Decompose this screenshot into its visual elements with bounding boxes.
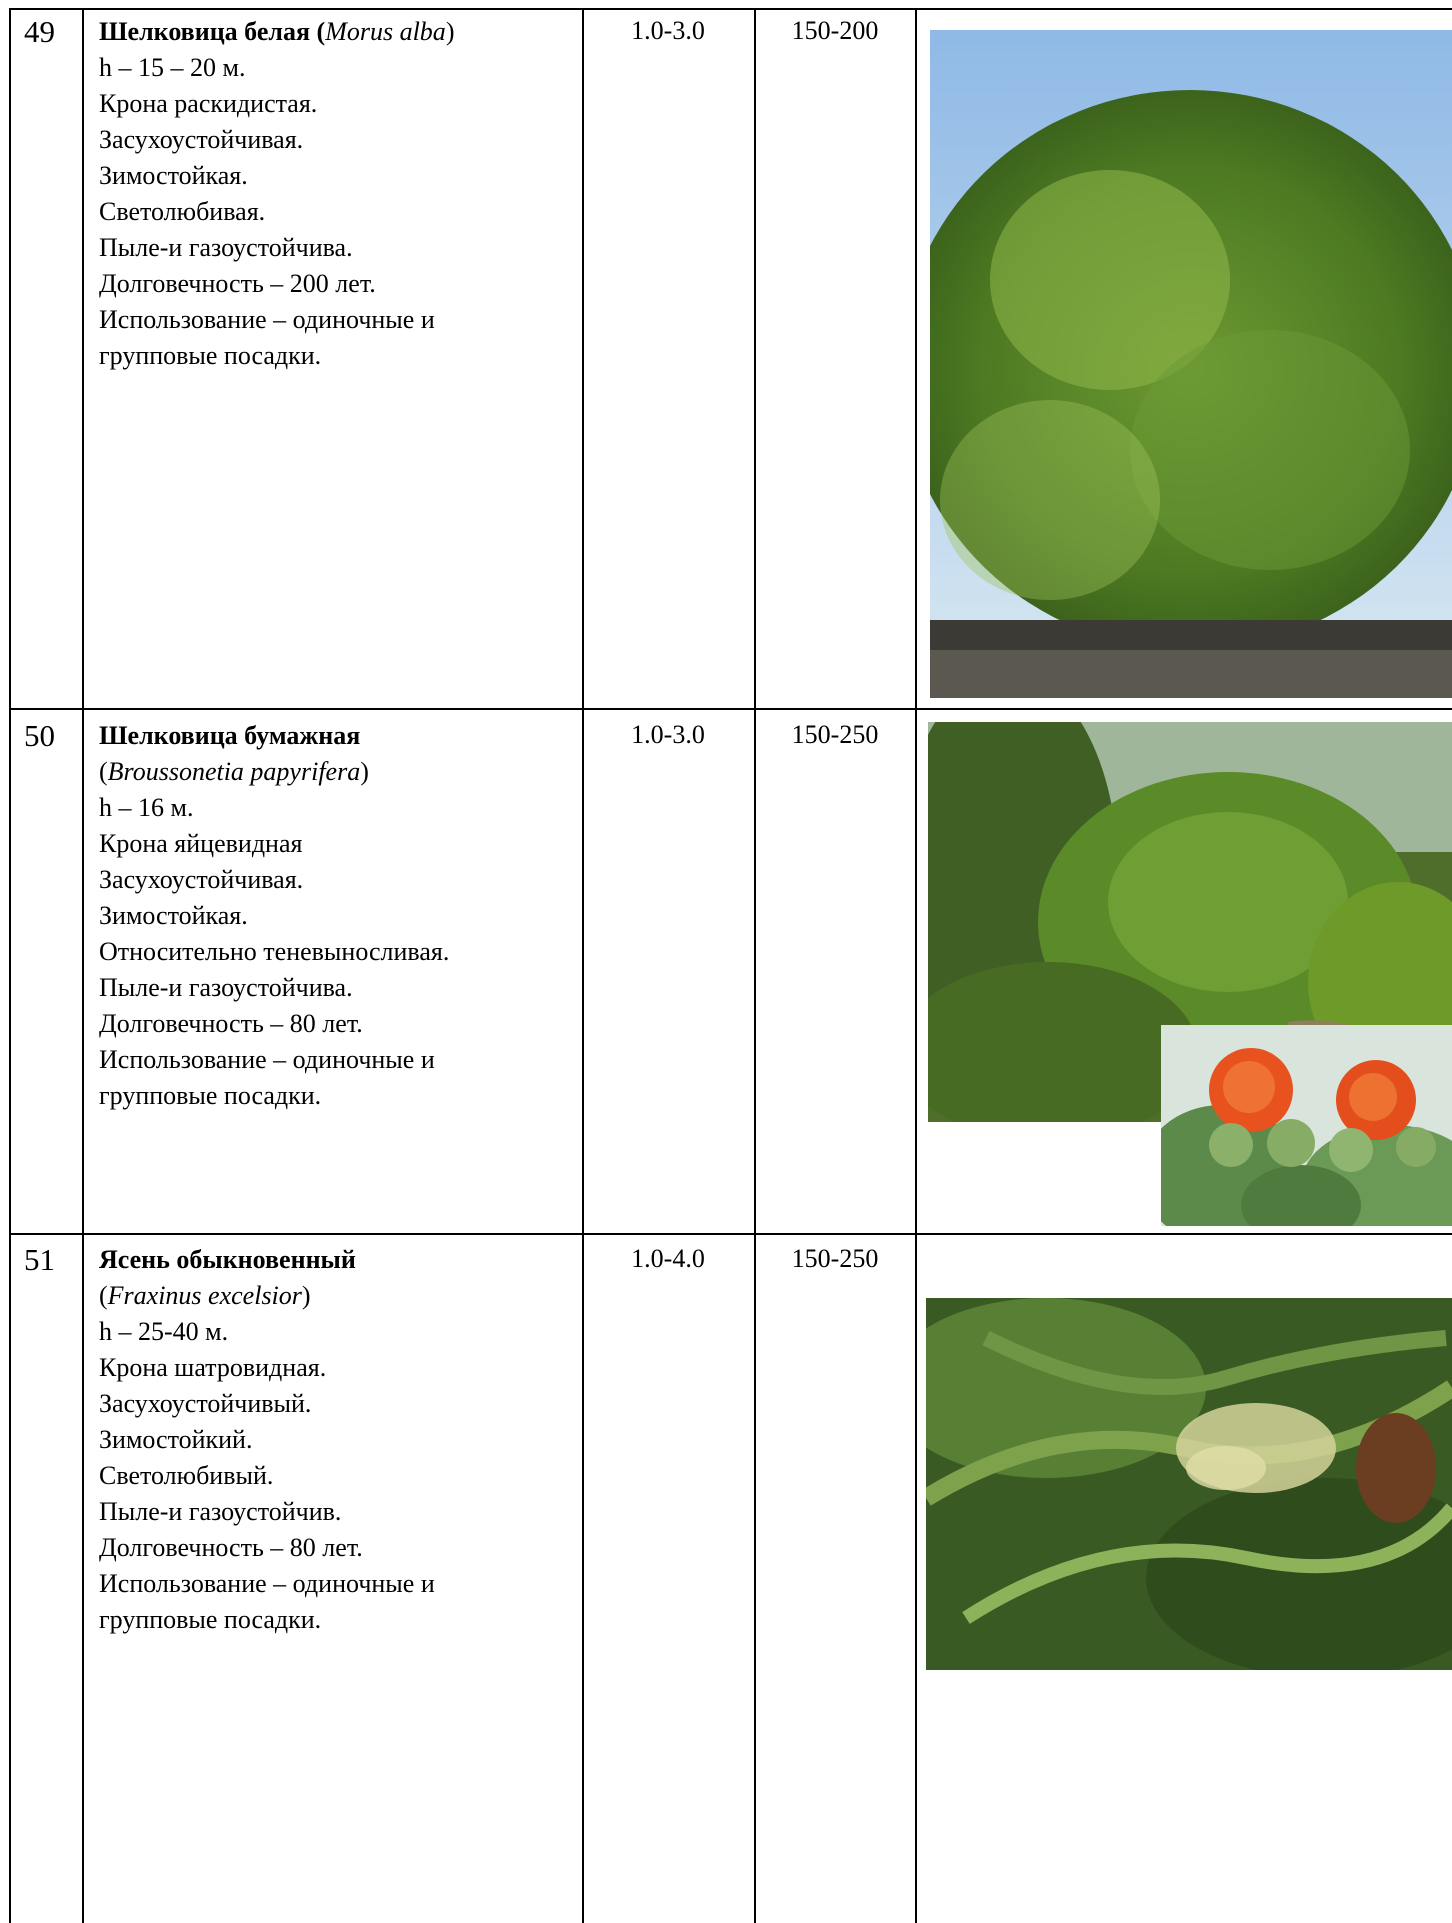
description-line: Зимостойкая.: [99, 161, 248, 190]
height-value: 150-200: [791, 16, 879, 45]
description-line: Долговечность – 80 лет.: [99, 1009, 363, 1038]
column-divider: [582, 8, 584, 1923]
plant-description: [99, 1242, 569, 1638]
age-value: 1.0-4.0: [631, 1244, 705, 1273]
description-line: Долговечность – 200 лет.: [99, 269, 376, 298]
description-line: Светолюбивый.: [99, 1461, 274, 1490]
description-line: Пыле-и газоустойчив.: [99, 1497, 342, 1526]
description-line: групповые посадки.: [99, 341, 322, 370]
description-line: Засухоустойчивая.: [99, 865, 304, 894]
ash-tree-leaves-photo: [926, 1298, 1452, 1670]
column-divider: [915, 8, 917, 1923]
column-divider: [754, 8, 756, 1923]
plant-latin-name: (Fraxinus excelsior): [99, 1281, 311, 1310]
plant-description: [99, 14, 569, 374]
age-value: 1.0-3.0: [631, 16, 705, 45]
description-line: Использование – одиночные и: [99, 1045, 435, 1074]
paper-mulberry-fruit-photo: [1161, 1025, 1452, 1226]
description-line: Крона шатровидная.: [99, 1353, 327, 1382]
row-number: 50: [24, 718, 55, 753]
row-divider: [9, 1233, 1452, 1235]
description-line: h – 25-40 м.: [99, 1317, 229, 1346]
description-line: Крона яйцевидная: [99, 829, 303, 858]
plant-description: [99, 718, 569, 1114]
row-number: 51: [24, 1242, 55, 1277]
description-line: Пыле-и газоустойчива.: [99, 973, 353, 1002]
description-line: групповые посадки.: [99, 1081, 322, 1110]
description-line: Использование – одиночные и: [99, 1569, 435, 1598]
column-divider: [9, 8, 11, 1923]
plant-name: Шелковица бумажная: [99, 721, 361, 750]
description-line: Долговечность – 80 лет.: [99, 1533, 363, 1562]
description-line: Зимостойкий.: [99, 1425, 253, 1454]
mulberry-tree-photo: [930, 30, 1452, 698]
plant-latin-name: (Broussonetia papyrifera): [99, 757, 369, 786]
plant-name: Ясень обыкновенный: [99, 1245, 356, 1274]
description-line: Засухоустойчивая.: [99, 125, 304, 154]
description-line: Относительно теневыносливая.: [99, 937, 450, 966]
description-line: Засухоустойчивый.: [99, 1389, 312, 1418]
description-line: h – 16 м.: [99, 793, 194, 822]
row-number: 49: [24, 14, 55, 49]
row-divider: [9, 708, 1452, 710]
table-border-top: [9, 8, 1452, 10]
height-value: 150-250: [791, 1244, 879, 1273]
description-line: групповые посадки.: [99, 1605, 322, 1634]
description-line: Пыле-и газоустойчива.: [99, 233, 353, 262]
description-line: h – 15 – 20 м.: [99, 53, 246, 82]
description-line: Светолюбивая.: [99, 197, 266, 226]
plant-name: Шелковица белая (Morus alba): [99, 17, 455, 46]
description-line: Зимостойкая.: [99, 901, 248, 930]
age-value: 1.0-3.0: [631, 720, 705, 749]
description-line: Крона раскидистая.: [99, 89, 318, 118]
height-value: 150-250: [791, 720, 879, 749]
column-divider: [82, 8, 84, 1923]
description-line: Использование – одиночные и: [99, 305, 435, 334]
